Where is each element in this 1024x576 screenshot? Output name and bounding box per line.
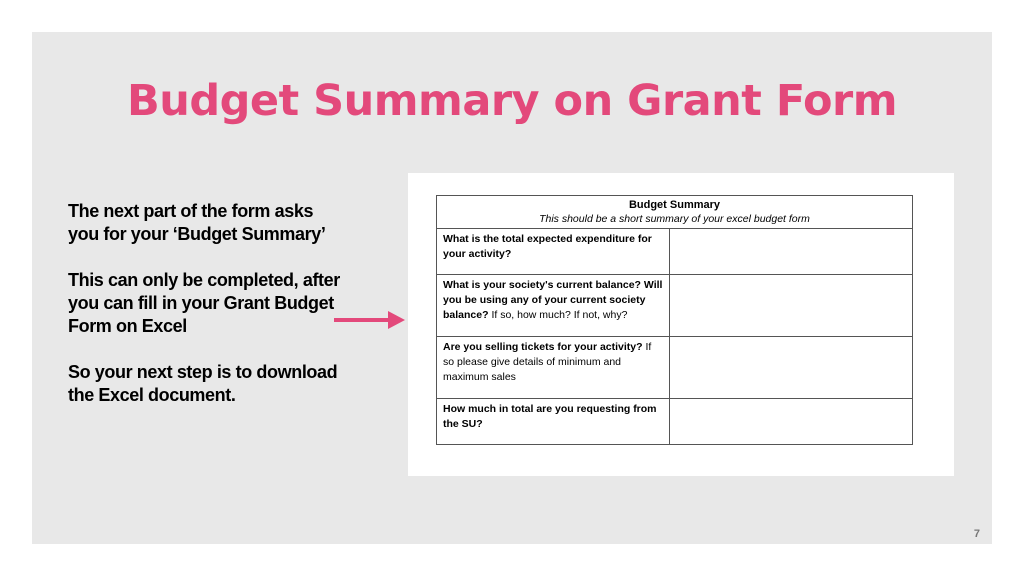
question-bold-text: What is your society's current balance? Will you be using any of your current society balance?: [443, 279, 663, 321]
arrow-right-icon: [332, 309, 406, 331]
instruction-paragraph-1: The next part of the form asks you for your ‘Budget Summary’: [68, 201, 326, 244]
page-number: 7: [973, 528, 980, 540]
question-cell: [437, 275, 670, 337]
table-header: [437, 196, 913, 229]
slide: [32, 32, 992, 544]
question-bold-text: What is the total expected expenditure for your activity?: [443, 233, 652, 260]
instruction-paragraph-3: So your next step is to download the Excel document.: [68, 362, 338, 405]
slide-title: Budget Summary on Grant Form: [126, 76, 897, 126]
question-cell: [437, 337, 670, 399]
instructions-text: [68, 200, 348, 430]
table-header-title: Budget Summary: [628, 199, 721, 211]
budget-summary-table: [436, 195, 913, 445]
question-cell: [437, 229, 670, 275]
question-normal-text: If so please give details of minimum and maximum sales: [443, 341, 652, 383]
answer-cell: [670, 337, 913, 399]
table-row: [437, 337, 913, 399]
question-normal-text: If so, how much? If not, why?: [488, 309, 628, 321]
question-bold-text: Are you selling tickets for your activity?: [443, 341, 643, 353]
answer-cell: [670, 229, 913, 275]
table-header-subtitle: This should be a short summary of your excel budget form: [539, 213, 810, 225]
table-row: [437, 399, 913, 445]
table-row: [437, 229, 913, 275]
budget-summary-form-image: [408, 173, 954, 476]
answer-cell: [670, 399, 913, 445]
instruction-paragraph-2: This can only be completed, after you can fill in your Grant Budget Form on Excel: [68, 270, 340, 336]
answer-cell: [670, 275, 913, 337]
table-row: [437, 275, 913, 337]
question-bold-text: How much in total are you requesting from the SU?: [443, 403, 657, 430]
question-cell: [437, 399, 670, 445]
